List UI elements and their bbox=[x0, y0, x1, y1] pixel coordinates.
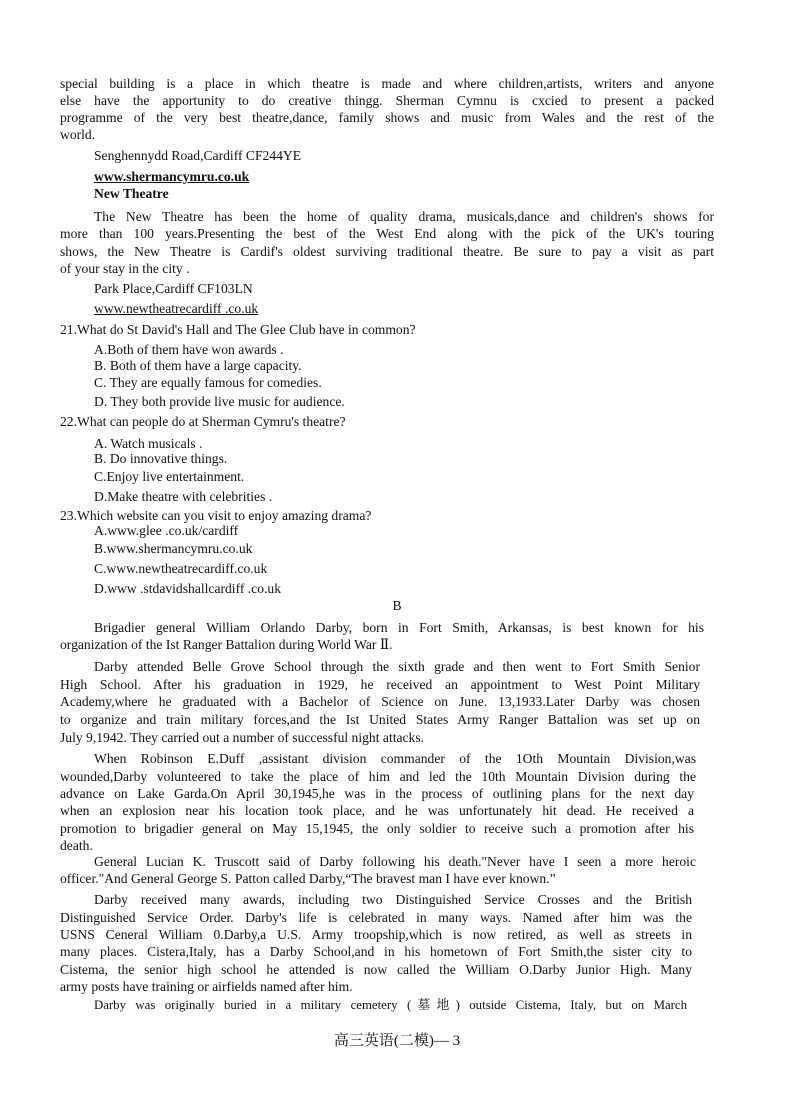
section-label-b: B bbox=[392, 598, 402, 613]
text-line: Darby received many awards, including two Distinguished Service Crosses and the British bbox=[94, 892, 692, 907]
text-line: Brigadier general William Orlando Darby, born in Fort Smith, Arkansas, is best known for his bbox=[94, 620, 704, 635]
link-sherman[interactable]: www.shermancymru.co.uk bbox=[94, 169, 250, 184]
address-new-theatre: Park Place,Cardiff CF103LN bbox=[94, 281, 253, 296]
text-line: shows, the New Theatre is Cardif's oldest surviving traditional theatre. Be sure to pay a visit as part bbox=[60, 244, 714, 259]
question-22: 22.What can people do at Sherman Cymru's theatre? bbox=[60, 414, 346, 429]
text-line: world. bbox=[60, 127, 96, 142]
text-line: Academy,where he graduated with a Bachelor of Science on June. 13,1933.Later Darby was chosen bbox=[60, 694, 700, 709]
option-21-d[interactable]: D. They both provide live music for audience. bbox=[94, 394, 345, 409]
option-21-c[interactable]: C. They are equally famous for comedies. bbox=[94, 375, 322, 390]
option-21-b[interactable]: B. Both of them have a large capacity. bbox=[94, 358, 302, 373]
text-line: of your stay in the city . bbox=[60, 261, 190, 276]
question-21: 21.What do St David's Hall and The Glee Club have in common? bbox=[60, 322, 416, 337]
text-line: When Robinson E.Duff ,assistant division commander of the 1Oth Mountain Division,was bbox=[94, 751, 696, 766]
text-line: else have the apportunity to do creative thingg. Sherman Cymnu is cxcied to present a packed bbox=[60, 93, 714, 108]
heading-new-theatre: New Theatre bbox=[94, 186, 169, 201]
address-sherman: Senghennydd Road,Cardiff CF244YE bbox=[94, 148, 302, 163]
text-line: Distinguished Service Order. Darby's life is celebrated in many ways. Named after him was the bbox=[60, 910, 692, 925]
text-line: advance on Lake Garda.On April 30,1945,he was in the process of outlining plans for the next day bbox=[60, 786, 694, 801]
text-line: special building is a place in which theatre is made and where children,artists, writers and anyone bbox=[60, 76, 714, 91]
text-line: Cistema, the senior high school he attended is now called the William O.Darby Junior High. Many bbox=[60, 962, 692, 977]
text-line: USNS Ceneral William 0.Darby,a U.S. Army troopship,which is now retired, as well as streets in bbox=[60, 927, 692, 942]
question-23: 23.Which website can you visit to enjoy amazing drama? bbox=[60, 508, 372, 523]
option-22-d[interactable]: D.Make theatre with celebrities . bbox=[94, 489, 273, 504]
option-23-c[interactable]: C.www.newtheatrecardiff.co.uk bbox=[94, 561, 268, 576]
text-line: to organize and train military forces,and the Ist United States Army Ranger Battalion was set up on bbox=[60, 712, 700, 727]
option-23-b[interactable]: B.www.shermancymru.co.uk bbox=[94, 541, 253, 556]
text-line: July 9,1942. They carried out a number of successful night attacks. bbox=[60, 730, 425, 745]
text-line: death. bbox=[60, 838, 93, 853]
option-22-c[interactable]: C.Enjoy live entertainment. bbox=[94, 469, 245, 484]
text-line: General Lucian K. Truscott said of Darby following his death."Never have I seen a more heroic bbox=[94, 854, 696, 869]
text-line: when an explosion near his location took place, and he was unfortunately hit dead. He received a bbox=[60, 803, 694, 818]
option-23-a[interactable]: A.www.glee .co.uk/cardiff bbox=[94, 523, 239, 538]
option-22-a[interactable]: A. Watch musicals . bbox=[94, 436, 203, 451]
option-22-b[interactable]: B. Do innovative things. bbox=[94, 451, 228, 466]
option-21-a[interactable]: A.Both of them have won awards . bbox=[94, 342, 284, 357]
text-line: more than 100 years.Presenting the best of the West End along with the pick of the UK's touring bbox=[60, 226, 714, 241]
text-line: organization of the Ist Ranger Battalion during World War Ⅱ. bbox=[60, 637, 393, 652]
page-footer: 高三英语(二模)— 3 bbox=[333, 1033, 461, 1049]
text-line: wounded,Darby volunteered to take the place of him and led the 10th Mountain Division during the bbox=[60, 769, 696, 784]
option-23-d[interactable]: D.www .stdavidshallcardiff .co.uk bbox=[94, 581, 282, 596]
text-line: Darby attended Belle Grove School through the sixth grade and then went to Fort Smith Senior bbox=[94, 659, 700, 674]
text-line: The New Theatre has been the home of quality drama, musicals,dance and children's shows for bbox=[94, 209, 714, 224]
text-line: High School. After his graduation in 1929, he received an appointment to West Point Military bbox=[60, 677, 700, 692]
text-line: programme of the very best theatre,dance, family shows and music from Wales and the rest of the bbox=[60, 110, 714, 125]
text-line: officer."And General George S. Patton called Darby,“The bravest man I have ever known.” bbox=[60, 871, 556, 886]
text-line: Darby was originally buried in a military cemetery (墓地) outside Cistema, Italy, but on March bbox=[94, 998, 687, 1012]
text-line: many places. Cistera,Italy, has a Darby School,and in his hometown of Fort Smith,the sister city to bbox=[60, 944, 692, 959]
text-line: promotion to brigadier general on May 15,1945, the only soldier to receive such a promotion after his bbox=[60, 821, 694, 836]
text-line: army posts have training or airfields named after him. bbox=[60, 979, 353, 994]
link-new-theatre[interactable]: www.newtheatrecardiff .co.uk bbox=[94, 301, 259, 316]
